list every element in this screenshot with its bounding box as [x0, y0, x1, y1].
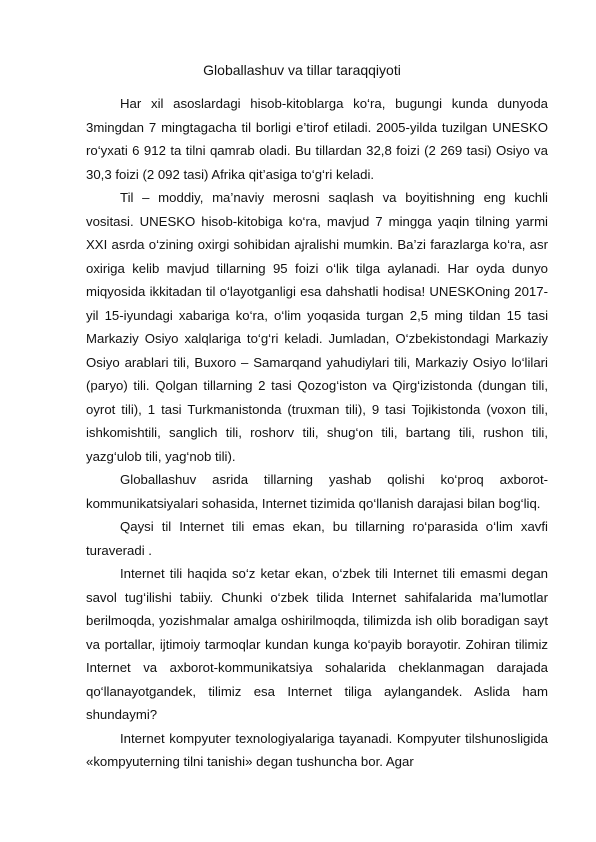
paragraph-1: Har xil asoslardagi hisob-kitoblarga ko‘ra, bugungi kunda dunyoda 3mingdan 7 mingtagacha til borligi e’tirof etiladi. 2005-yilda tuzilgan UNESKO ro‘yxati 6 912 ta tilni qamrab oladi. Bu tillardan 32,8 foizi (2 269 tasi) Osiyo va 30,3 foizi (2 092 tasi) Afrika qit’asiga to‘g‘ri keladi. — [86, 96, 548, 182]
paragraph-3: Globallashuv asrida tillarning yashab qolishi ko‘proq axborot-kommunikatsiyalari sohasida, Internet tizimida qo‘llanish darajasi bilan bog‘liq. — [86, 472, 548, 511]
paragraph-5: Internet tili haqida so‘z ketar ekan, o‘zbek tili Internet tili emasmi degan savol tug‘ilishi tabiiy. Chunki o‘zbek tilida Internet sahifalarida ma’lumotlar berilmoqda, yozishmalar amalga oshirilmoqda, tilimizda ish olib boradigan sayt va portallar, ijtimoiy tarmoqlar kundan kunga ko‘payib borayotir. Zohiran tilimiz Internet va axborot-kommunikatsiya sohalarida cheklanmagan darajada qo‘llanayotgandek, tilimiz esa Internet tiliga aylangandek. Aslida ham shundaymi? — [86, 566, 548, 722]
document-body — [86, 92, 548, 774]
paragraph-6: Internet kompyuter texnologiyalariga tayanadi. Kompyuter tilshunosligida «kompyuterning tilni tanishi» degan tushuncha bor. Agar — [86, 730, 548, 769]
paragraph-2: Til – moddiy, ma’naviy merosni saqlash va boyitishning eng kuchli vositasi. UNESKO hisob-kitobiga ko‘ra, mavjud 7 mingga yaqin tilning yarmi XXI asrda o‘zining oxirgi sohibidan ajralishi mumkin. Ba’zi farazlarga ko‘ra, asr oxiriga kelib mavjud tillarning 95 foizi o‘lik tilga aylanadi. Har oyda dunyo miqyosida ikkitadan til o‘layotganligi esa dahshatli hodisa! UNESKOning 2017-yil 15-iyundagi xabariga ko‘ra, o‘lim yoqasida turgan 2,5 ming tildan 15 tasi Markaziy Osiyo xalqlariga to‘g‘ri keladi. Jumladan, O‘zbekistondagi Markaziy Osiyo arablari tili, Buxoro – Samarqand yahudiylari tili, Markaziy Osiyo lo‘lilari (paryo) tili. Qolgan tillarning 2 tasi Qozog‘iston va Qirg‘izistonda (dungan tili, oyrot tili), 1 tasi Turkmanistonda (truxman tili), 9 tasi Tojikistonda (voxon tili, ishkomishtili, sanglich tili, roshorv tili, shug‘on tili, bartang tili, rushon tili, yazg‘ulob tili, yag‘nob tili). — [86, 190, 548, 464]
paragraph-4: Qaysi til Internet tili emas ekan, bu tillarning ro‘parasida o‘lim xavfi turaveradi . — [86, 519, 548, 558]
document-title: Globallashuv va tillar taraqqiyoti — [203, 62, 401, 78]
